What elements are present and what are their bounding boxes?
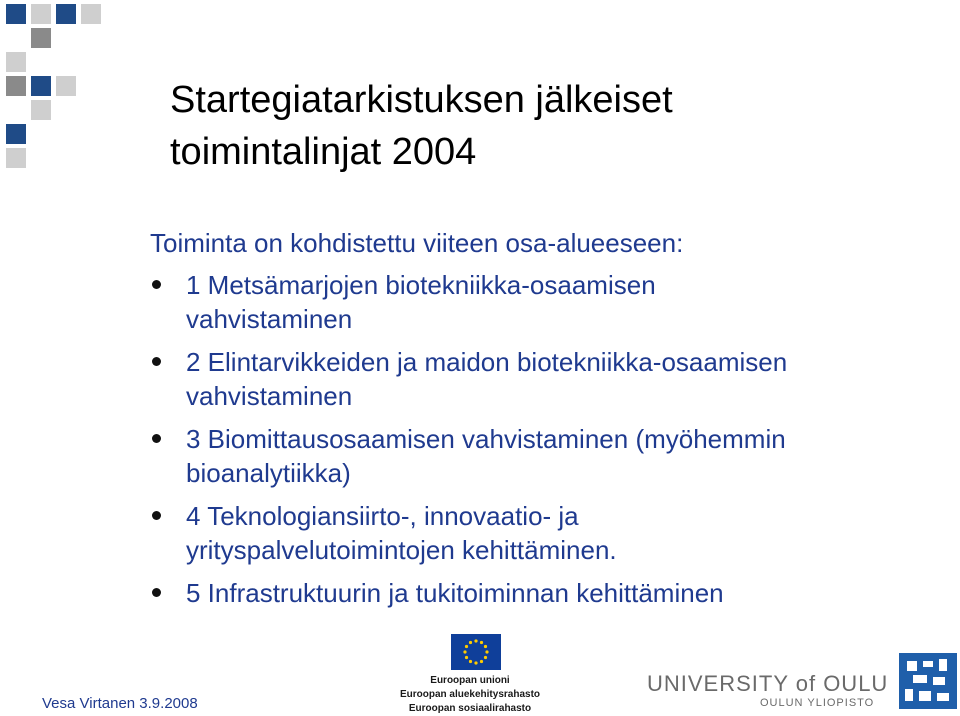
deco-square — [6, 76, 26, 96]
deco-square — [6, 124, 26, 144]
bullet-dot-icon — [152, 280, 161, 289]
bullet-dot-icon — [152, 434, 161, 443]
university-subname: OULUN YLIOPISTO — [760, 697, 875, 709]
bullet-text: 5 Infrastruktuurin ja tukitoiminnan kehittäminen — [186, 578, 724, 608]
deco-square — [31, 76, 51, 96]
bullet-text: 1 Metsämarjojen biotekniikka-osaamisen vahvistaminen — [186, 270, 656, 334]
eu-line-2: Euroopan aluekehitysrahasto — [399, 689, 541, 700]
bullet-text: 2 Elintarvikkeiden ja maidon biotekniikka-osaamisen vahvistaminen — [186, 347, 788, 411]
bullet-text: 3 Biomittausosaamisen vahvistaminen (myöhemmin bioanalytiikka) — [186, 424, 786, 488]
deco-square — [6, 148, 26, 168]
title-line-2: toimintalinjat 2004 — [170, 131, 477, 173]
deco-square — [6, 52, 26, 72]
footer-author-date: Vesa Virtanen 3.9.2008 — [42, 695, 198, 712]
slide-title — [170, 74, 930, 178]
university-logo-icon — [899, 653, 957, 709]
deco-square — [56, 4, 76, 24]
bullet-item — [150, 345, 826, 413]
deco-square — [81, 4, 101, 24]
eu-line-1: Euroopan unioni — [430, 675, 510, 686]
university-name: UNIVERSITY of OULU — [647, 671, 889, 696]
bullet-item — [150, 422, 786, 490]
deco-square — [6, 4, 26, 24]
bullet-text: 4 Teknologiansiirto-, innovaatio- ja yrityspalvelutoimintojen kehittäminen. — [186, 501, 617, 565]
bullet-dot-icon — [152, 357, 161, 366]
deco-square — [31, 100, 51, 120]
bullet-list — [150, 268, 940, 619]
eu-funding-text — [370, 674, 570, 716]
deco-square — [56, 76, 76, 96]
lead-text: Toiminta on kohdistettu viiteen osa-alueeseen: — [150, 228, 684, 258]
eu-flag-icon — [451, 634, 501, 670]
bullet-item — [150, 576, 960, 610]
bullet-item — [150, 268, 826, 336]
bullet-dot-icon — [152, 588, 161, 597]
deco-square — [31, 4, 51, 24]
title-line-1: Startegiatarkistuksen jälkeiset — [170, 79, 673, 121]
bullet-item — [150, 499, 806, 567]
bullet-dot-icon — [152, 511, 161, 520]
deco-square — [31, 28, 51, 48]
eu-line-3: Euroopan sosiaalirahasto — [408, 703, 532, 714]
